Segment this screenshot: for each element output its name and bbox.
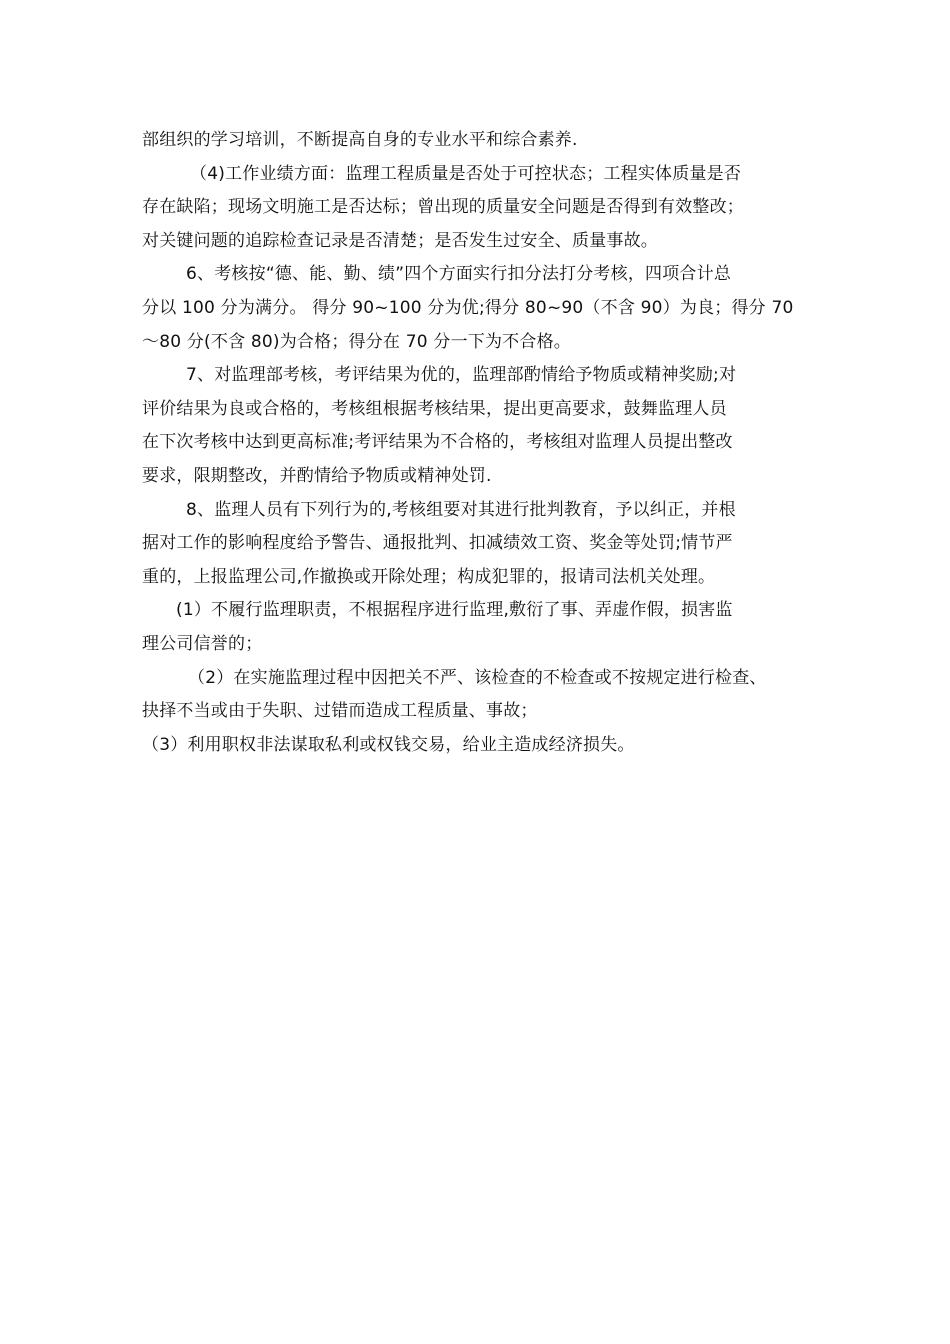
text-line: （4)工作业绩方面：监理工程质量是否处于可控状态；工程实体质量是否	[190, 163, 742, 184]
text-line: 要求，限期整改，并酌情给予物质或精神处罚.	[142, 465, 492, 486]
text-line: (1）不履行监理职责，不根据程序进行监理,敷衍了事、弄虚作假，损害监	[176, 600, 733, 621]
text-line: 理公司信誉的；	[142, 633, 263, 654]
text-line: 8、监理人员有下列行为的,考核组要对其进行批判教育，予以纠正，并根	[186, 499, 736, 520]
text-line: 7、对监理部考核，考评结果为优的，监理部酌情给予物质或精神奖励;对	[186, 365, 737, 386]
text-line: 评价结果为良或合格的，考核组根据考核结果，提出更高要求，鼓舞监理人员	[142, 398, 727, 419]
text-line: 6、考核按“德、能、勤、绩”四个方面实行扣分法打分考核，四项合计总	[186, 264, 732, 285]
text-line: 对关键问题的追踪检查记录是否清楚；是否发生过安全、质量事故。	[142, 230, 658, 251]
text-line: 部组织的学习培训，不断提高自身的专业水平和综合素养.	[142, 130, 578, 150]
text-line: 在下次考核中达到更高标准;考评结果为不合格的，考核组对监理人员提出整改	[142, 432, 733, 453]
text-line: 分以 100 分为满分。 得分 90~100 分为优;得分 80~90（不含 90）为良；得分 70	[142, 297, 794, 318]
text-line: 据对工作的影响程度给予警告、通报批判、扣减绩效工资、奖金等处罚;情节严	[142, 533, 733, 554]
text-line: 存在缺陷；现场文明施工是否达标；曾出现的质量安全问题是否得到有效整改；	[142, 197, 744, 218]
text-line: 重的，上报监理公司,作撤换或开除处理；构成犯罪的，报请司法机关处理。	[142, 566, 716, 587]
text-line: （3）利用职权非法谋取私利或权钱交易，给业主造成经济损失。	[142, 734, 635, 755]
text-line: ～80 分(不含 80)为合格；得分在 70 分一下为不合格。	[142, 331, 571, 352]
document-body	[142, 124, 822, 762]
text-line: 抉择不当或由于失职、过错而造成工程质量、事故；	[142, 701, 538, 722]
text-line: （2）在实施监理过程中因把关不严、该检查的不检查或不按规定进行检查、	[188, 667, 767, 688]
